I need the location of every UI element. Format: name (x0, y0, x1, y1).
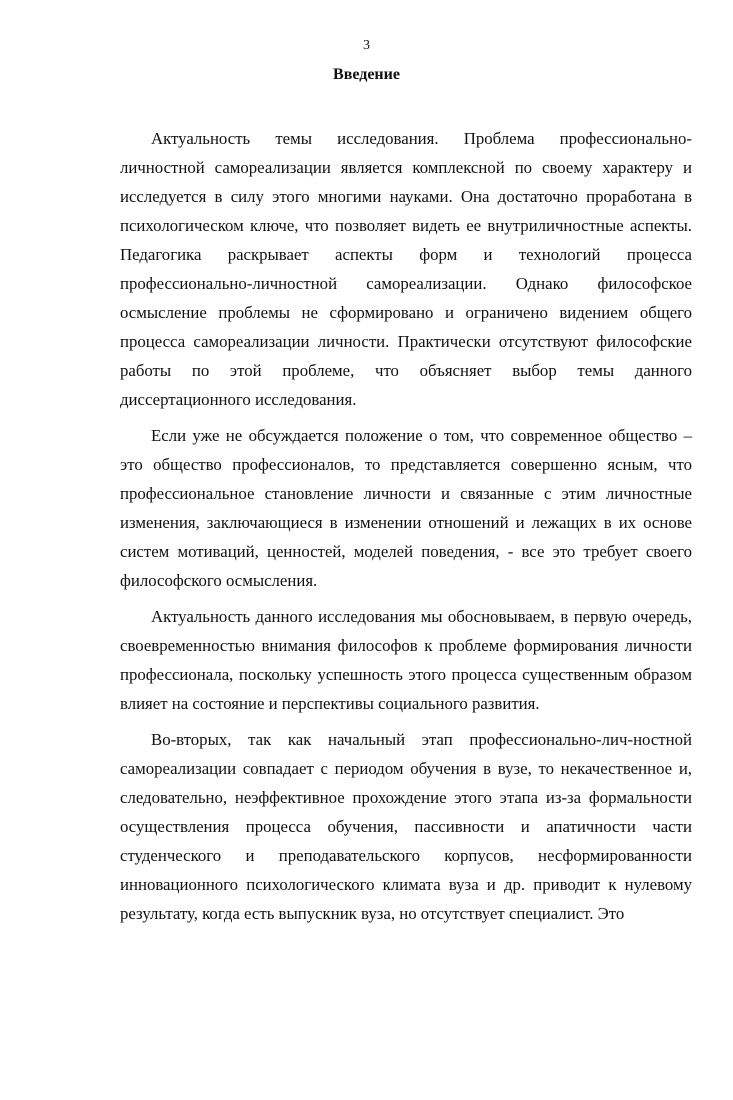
paragraph-relevance: Актуальность темы исследования. Проблема профессионально-личностной самореализации является комплексной по своему характеру и исследуется в силу этого многими науками. Она достаточно проработана в психологическом ключе, что позволяет видеть ее внутриличностные аспекты. Педагогика раскрывает аспекты форм и технологий процесса профессионально-личностной самореализации. Однако философское осмысление проблемы не сформировано и ограничено видением общего процесса самореализации личности. Практически отсутствуют философские работы по этой проблеме, что объясняет выбор темы данного диссертационного исследования. (120, 129, 692, 409)
paragraph-relevance-justification: Актуальность данного исследования мы обосновываем, в первую очередь, своевременностью внимания философов к проблеме формирования личности профессионала, поскольку успешность этого процесса существенным образом влияет на состояние и перспективы социального развития. (120, 607, 692, 713)
paragraph-professional-society: Если уже не обсуждается положение о том, что современное общество – это общество профессионалов, то представляется совершенно ясным, что профессиональное становление личности и связанные с этим личностные изменения, заключающиеся в изменении отношений и лежащих в их основе систем мотиваций, ценностей, моделей поведения, - все это требует своего философского осмысления. (120, 426, 692, 590)
body-text (120, 124, 692, 928)
paragraph-secondly: Во-вторых, так как начальный этап профессионально-лич-ностной самореализации совпадает с периодом обучения в вузе, то некачественное и, следовательно, неэффективное прохождение этого этапа из-за формальности осуществления процесса обучения, пассивности и апатичности части студенческого и преподавательского корпусов, несформированности инновационного психологического климата вуза и др. приводит к нулевому результату, когда есть выпускник вуза, но отсутствует специалист. Это (120, 730, 692, 923)
section-heading: Введение (333, 66, 400, 83)
page-number: 3 (363, 38, 370, 53)
